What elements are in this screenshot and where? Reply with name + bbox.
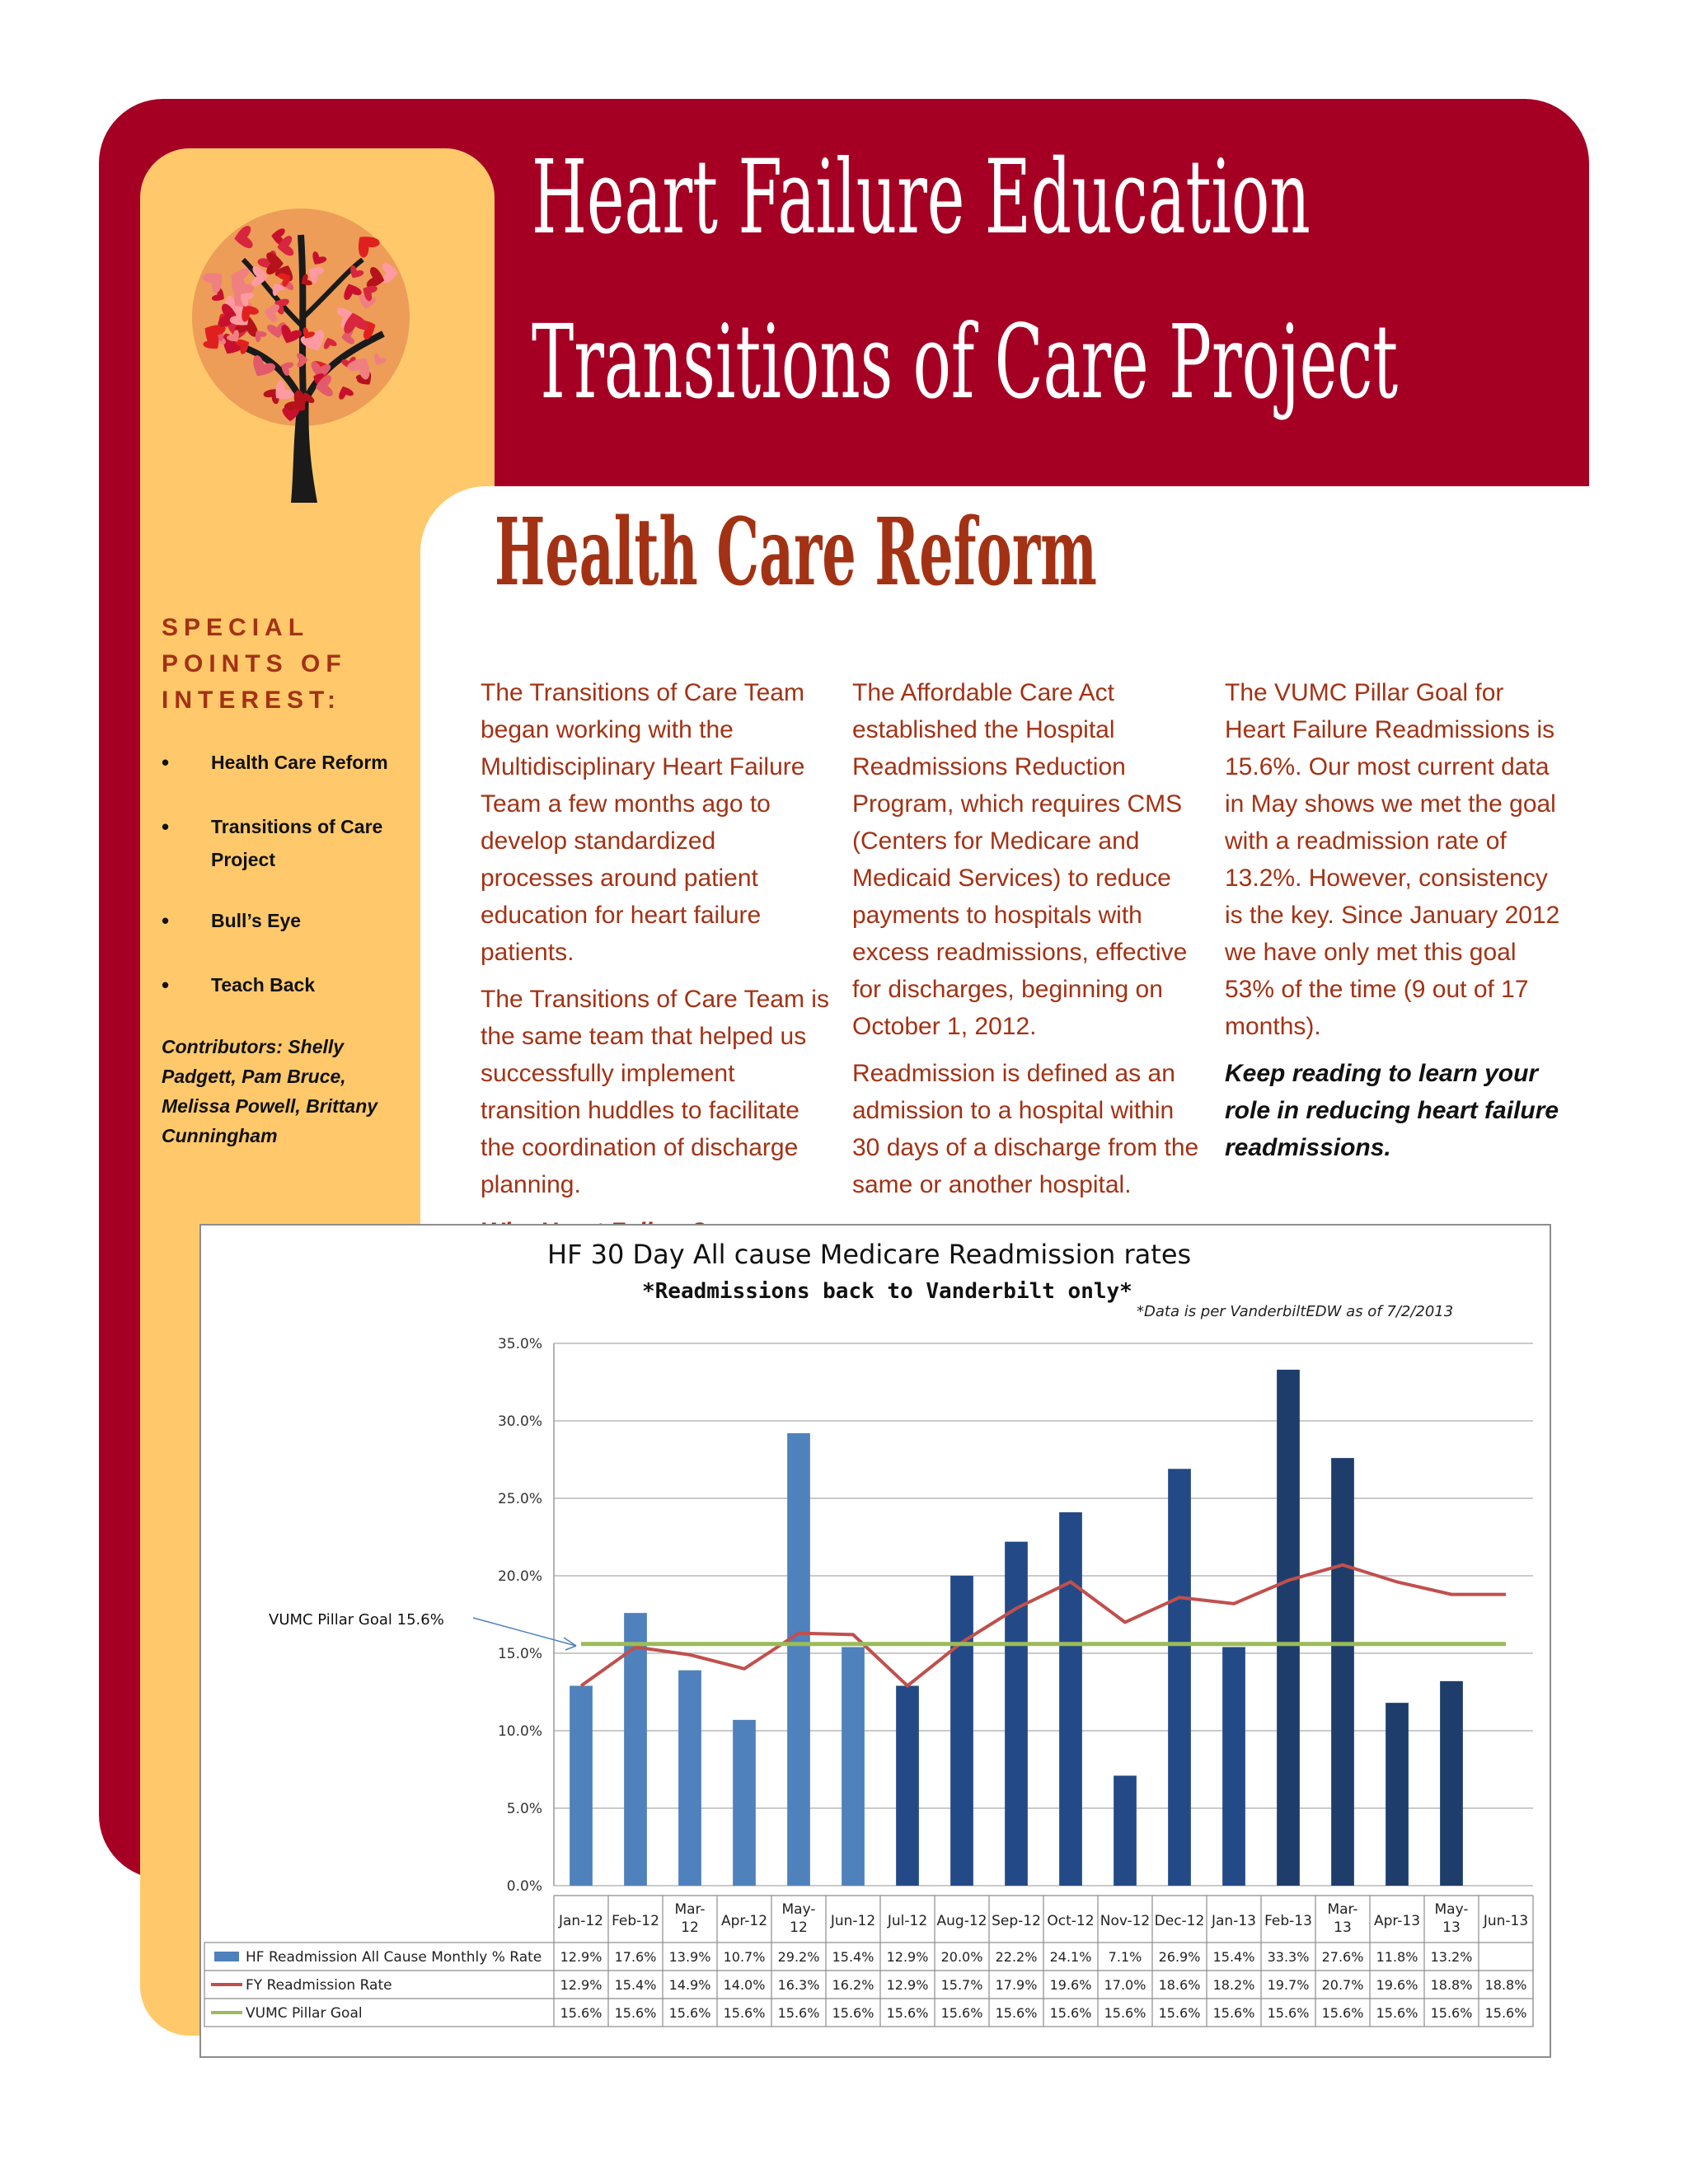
- table-cell-value: 19.6%: [1049, 1977, 1092, 1993]
- bar-feb-13: [1277, 1370, 1300, 1886]
- x-category-label: Dec-12: [1154, 1913, 1205, 1929]
- contributors-note: Contributors: Shelly Padgett, Pam Bruce, Melissa Powell, Brittany Cunningham: [162, 1036, 378, 1146]
- poi-heading-line: INTEREST:: [162, 687, 342, 714]
- table-cell-value: 24.1%: [1049, 1949, 1092, 1965]
- poi-item-bulls-eye: • Bull’s Eye: [162, 904, 425, 937]
- title-line-1: Heart Failure Education: [532, 138, 1311, 257]
- points-of-interest-heading: [162, 610, 425, 719]
- x-category-label: May-13: [1434, 1901, 1469, 1936]
- bar-sep-12: [1005, 1542, 1028, 1886]
- bullet-icon: •: [162, 750, 170, 775]
- table-cell-value: 15.6%: [832, 2005, 874, 2021]
- x-category-label: Jun-13: [1483, 1913, 1529, 1929]
- bullet-icon: •: [162, 814, 170, 839]
- y-tick-label: 15.0%: [497, 1646, 542, 1662]
- y-tick-label: 35.0%: [497, 1336, 542, 1352]
- readmission-chart-svg: [201, 1226, 1550, 2056]
- table-cell-value: 7.1%: [1108, 1949, 1142, 1965]
- title-line-2: Transitions of Care Project: [532, 303, 1399, 422]
- x-category-label: Jan-12: [559, 1913, 603, 1929]
- article-paragraph: The Transitions of Care Team began working with the Multidisciplinary Heart Failure Team a few months ago to develop standardized processes around patient education for heart failure patients.: [481, 679, 805, 966]
- x-category-label: Feb-13: [1264, 1913, 1312, 1929]
- bar-apr-12: [733, 1720, 756, 1886]
- table-cell-value: 18.8%: [1484, 1977, 1527, 1993]
- y-tick-label: 20.0%: [497, 1568, 542, 1585]
- table-cell-value: 15.6%: [1212, 2005, 1255, 2021]
- chart-data-note: *Data is per VanderbiltEDW as of 7/2/2013: [1137, 1303, 1454, 1320]
- table-cell-value: 18.6%: [1158, 1977, 1201, 1993]
- table-cell-value: 15.6%: [560, 2005, 603, 2021]
- x-category-label: Jan-13: [1212, 1913, 1256, 1929]
- table-cell-value: 17.6%: [614, 1949, 657, 1965]
- heart-tree-logo: [185, 202, 416, 507]
- bar-mar-13: [1331, 1458, 1354, 1886]
- table-cell-value: 11.8%: [1376, 1949, 1418, 1965]
- table-cell-value: 17.9%: [995, 1977, 1038, 1993]
- bar-jan-13: [1222, 1647, 1245, 1886]
- table-cell-value: 15.6%: [1104, 2005, 1146, 2021]
- table-cell-value: 19.7%: [1267, 1977, 1310, 1993]
- article-column-3: [1225, 674, 1571, 1176]
- table-cell-value: 14.9%: [668, 1977, 711, 1993]
- table-cell-value: 12.9%: [886, 1977, 929, 1993]
- readmission-chart: [199, 1224, 1551, 2058]
- article-paragraph: The Transitions of Care Team is the same team that helped us successfully implement transition huddles to facilitate the coordination of discharge planning.: [481, 986, 829, 1198]
- x-category-label: Sep-12: [992, 1913, 1041, 1929]
- bar-may-12: [787, 1433, 810, 1886]
- bar-dec-12: [1168, 1469, 1191, 1886]
- bar-mar-12: [678, 1671, 701, 1886]
- y-tick-label: 5.0%: [506, 1801, 542, 1817]
- x-category-label: Nov-12: [1100, 1913, 1151, 1929]
- bar-jun-12: [842, 1647, 865, 1886]
- table-cell-value: 15.6%: [723, 2005, 766, 2021]
- article-paragraph: The VUMC Pillar Goal for Heart Failure Readmissions is 15.6%. Our most current data in May shows we met the goal with a readmission rate of 13.2%. However, consistency is the key. Since January 2012 we have only met this goal 53% of the time (9 out of 17 months).: [1225, 679, 1560, 1040]
- x-category-label: Jul-12: [887, 1913, 928, 1929]
- table-cell-value: 20.7%: [1321, 1977, 1364, 1993]
- table-cell-value: 15.4%: [614, 1977, 657, 1993]
- table-cell-value: 29.2%: [777, 1949, 820, 1965]
- poi-item-transitions-of-care: • Transitions of Care Project: [162, 810, 425, 876]
- table-cell-value: 19.6%: [1376, 1977, 1418, 1993]
- chart-subtitle: *Readmissions back to Vanderbilt only*: [642, 1279, 1132, 1304]
- table-cell-value: 17.0%: [1104, 1977, 1146, 1993]
- article-paragraph: Readmission is defined as an admission to a hospital within 30 days of a discharge from the same or another hospital.: [852, 1060, 1199, 1198]
- table-cell-value: 15.7%: [940, 1977, 983, 1993]
- article-column-2: [852, 674, 1203, 1213]
- table-cell-value: 18.8%: [1430, 1977, 1473, 1993]
- bar-nov-12: [1114, 1776, 1137, 1886]
- table-cell-value: 10.7%: [723, 1949, 766, 1965]
- table-cell-value: 15.6%: [940, 2005, 983, 2021]
- table-cell-value: 26.9%: [1158, 1949, 1201, 1965]
- x-category-label: Apr-12: [720, 1913, 768, 1929]
- article-callout: Keep reading to learn your role in reducing heart failure readmissions.: [1225, 1060, 1559, 1161]
- legend-series-name: FY Readmission Rate: [246, 1977, 392, 1994]
- table-cell-value: 15.6%: [1484, 2005, 1527, 2021]
- table-cell-value: 33.3%: [1267, 1949, 1310, 1965]
- table-cell-value: 15.6%: [614, 2005, 657, 2021]
- annotation-arrow: [473, 1618, 576, 1646]
- table-cell-value: 15.6%: [668, 2005, 711, 2021]
- legend-series-name: VUMC Pillar Goal: [246, 2005, 363, 2022]
- y-tick-label: 25.0%: [497, 1491, 542, 1507]
- table-cell-value: 20.0%: [940, 1949, 983, 1965]
- bullet-icon: •: [162, 972, 170, 997]
- table-cell-value: 15.6%: [1267, 2005, 1310, 2021]
- section-heading: Health Care Reform: [495, 499, 1097, 607]
- chart-title: HF 30 Day All cause Medicare Readmission rates: [547, 1239, 1192, 1270]
- table-cell-value: 15.4%: [1212, 1949, 1255, 1965]
- poi-item-health-care-reform: • Health Care Reform: [162, 746, 425, 779]
- x-category-label: Jun-12: [830, 1913, 876, 1929]
- fy-readmission-line: [581, 1565, 1506, 1686]
- table-cell-value: 12.9%: [560, 1949, 603, 1965]
- table-cell-value: 12.9%: [886, 1949, 929, 1965]
- table-cell-value: 16.3%: [777, 1977, 820, 1993]
- poi-heading-line: POINTS OF: [162, 650, 347, 677]
- bar-jul-12: [896, 1685, 919, 1886]
- table-cell-value: 18.2%: [1212, 1977, 1255, 1993]
- bullet-icon: •: [162, 908, 170, 933]
- table-cell-value: 15.6%: [1376, 2005, 1418, 2021]
- bar-aug-12: [950, 1576, 973, 1886]
- chart-goal-annotation: VUMC Pillar Goal 15.6%: [269, 1611, 444, 1629]
- poi-heading-line: SPECIAL: [162, 614, 310, 641]
- points-of-interest-list: [162, 746, 425, 1001]
- table-cell-value: 14.0%: [723, 1977, 766, 1993]
- x-category-label: May-12: [781, 1901, 816, 1936]
- article-paragraph: The Affordable Care Act established the Hospital Readmissions Reduction Program, which requires CMS (Centers for Medicare and Medicaid Services) to reduce payments to hospitals with excess readmissions, effective for discharges, beginning on October 1, 2012.: [852, 679, 1188, 1040]
- y-tick-label: 30.0%: [497, 1413, 542, 1430]
- x-category-label: Mar-12: [674, 1901, 706, 1936]
- table-cell-value: 15.6%: [1430, 2005, 1473, 2021]
- table-cell-value: 15.6%: [1158, 2005, 1201, 2021]
- bar-oct-12: [1059, 1512, 1082, 1886]
- table-cell-value: 12.9%: [560, 1977, 603, 1993]
- table-cell-value: 15.4%: [832, 1949, 874, 1965]
- y-tick-label: 0.0%: [506, 1878, 542, 1895]
- table-cell-value: 27.6%: [1321, 1949, 1364, 1965]
- bar-may-13: [1440, 1681, 1463, 1886]
- x-category-label: Apr-13: [1373, 1913, 1421, 1929]
- table-cell-value: 13.2%: [1430, 1949, 1473, 1965]
- bar-apr-13: [1386, 1703, 1409, 1886]
- table-cell-value: 15.6%: [886, 2005, 929, 2021]
- x-category-label: Feb-12: [612, 1913, 659, 1929]
- article-column-1: [481, 674, 831, 1260]
- x-category-label: Aug-12: [936, 1913, 987, 1929]
- bar-jan-12: [570, 1685, 593, 1886]
- table-cell-value: 13.9%: [668, 1949, 711, 1965]
- table-cell-value: 15.6%: [995, 2005, 1038, 2021]
- y-tick-label: 10.0%: [497, 1723, 542, 1740]
- table-cell-value: 15.6%: [1321, 2005, 1364, 2021]
- legend-series-name: HF Readmission All Cause Monthly % Rate: [246, 1949, 542, 1966]
- table-cell-value: 15.6%: [777, 2005, 820, 2021]
- x-category-label: Mar-13: [1327, 1901, 1358, 1936]
- poi-item-teach-back: • Teach Back: [162, 968, 425, 1001]
- table-cell-value: 16.2%: [832, 1977, 874, 1993]
- table-cell-value: 22.2%: [995, 1949, 1038, 1965]
- legend-key-bar: [214, 1952, 239, 1961]
- table-cell-value: 15.6%: [1049, 2005, 1092, 2021]
- x-category-label: Oct-12: [1047, 1913, 1095, 1929]
